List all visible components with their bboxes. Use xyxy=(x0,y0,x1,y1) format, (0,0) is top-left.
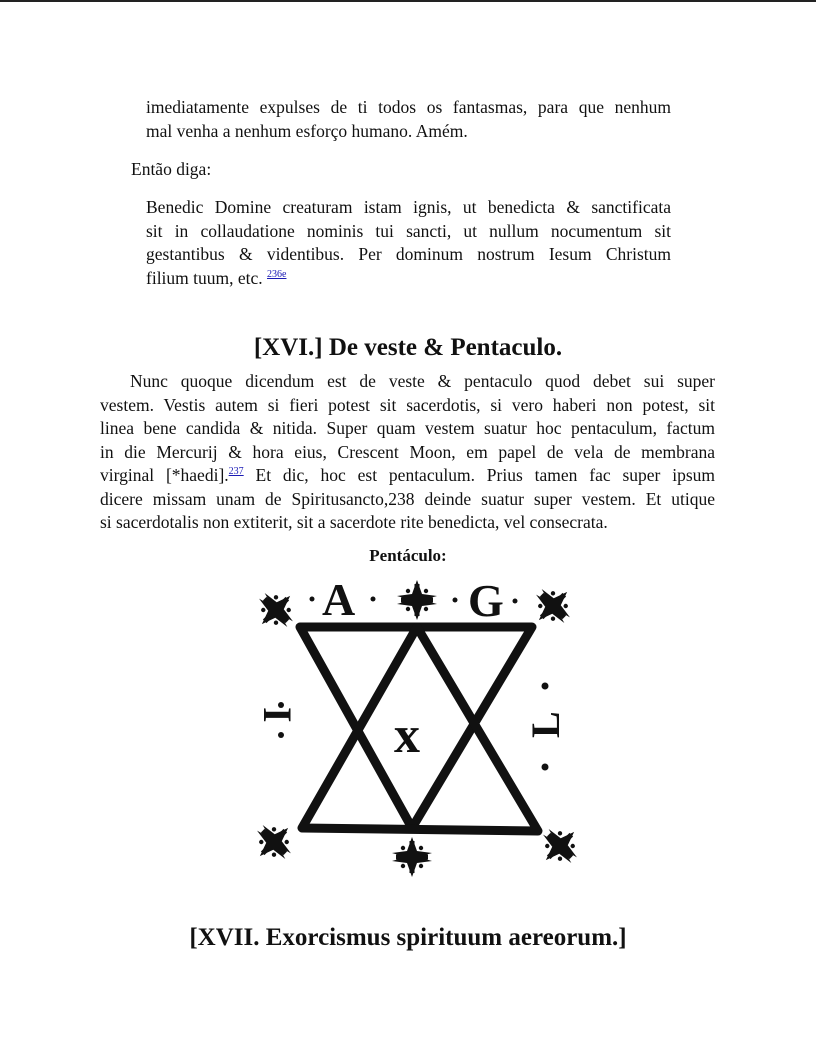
section-heading-xvi: [XVI.] De veste & Pentaculo. xyxy=(253,334,563,361)
quote-line: sit in collaudatione nominis tui sancti, ut nullum nocumentum sit xyxy=(146,220,671,241)
quote-last-text: filium tuum, etc. xyxy=(146,267,263,288)
letter-i: I xyxy=(255,707,300,723)
section-heading-xvii: [XVII. Exorcismus spirituum aereorum.] xyxy=(189,924,627,951)
footnote-link-236[interactable]: 236e xyxy=(267,268,287,280)
body-line xyxy=(100,464,715,488)
hexagram-seal-icon xyxy=(240,570,600,890)
quote-line: mal venha a nenhum esforço humano. Amém. xyxy=(146,120,468,141)
quote-paragraph-2 xyxy=(146,196,671,290)
quote-line: gestantibus & videntibus. Per dominum nostrum Iesum Christum xyxy=(146,244,671,264)
body-line: in die Mercurij & hora eius, Crescent Moon, em papel de vela de membrana xyxy=(100,441,715,462)
body-line: vestem. Vestis autem si fieri potest sit sacerdotis, si vero haberi non potest, sit xyxy=(100,394,715,415)
body-text: virginal [*haedi]. xyxy=(100,465,229,485)
letter-g: G xyxy=(468,575,504,626)
letter-l: L xyxy=(523,711,568,738)
quote-paragraph-1 xyxy=(146,96,671,143)
quote-line xyxy=(146,267,671,291)
letter-a: A xyxy=(322,574,356,625)
body-line: dicere missam unam de Spiritusancto,238 deinde suatur super vestem. Et utique xyxy=(100,488,715,509)
section-xvi-paragraph xyxy=(100,370,715,535)
intro-text: Então diga: xyxy=(131,159,212,179)
body-line: si sacerdotalis non extiterit, sit a sacerdote rite benedicta, vel consecrata. xyxy=(100,512,608,532)
body-line: Nunc quoque dicendum est de veste & pentaculo quod debet sui super xyxy=(130,371,715,391)
quote-line: imediatamente expulses de ti todos os fantasmas, para que nenhum xyxy=(146,97,671,117)
footnote-link-237[interactable]: 237 xyxy=(228,466,244,478)
pentacle-figure xyxy=(240,570,600,890)
body-line: linea bene candida & nitida. Super quam vestem suatur hoc pentaculum, factum xyxy=(100,418,715,438)
body-text: Et dic, hoc est pentaculum. Prius tamen fac super ipsum xyxy=(243,465,715,485)
top-rule xyxy=(0,0,816,2)
figure-caption: Pentáculo: xyxy=(369,546,447,565)
quote-line: Benedic Domine creaturam istam ignis, ut benedicta & sanctificata xyxy=(146,197,671,217)
letter-x: x xyxy=(394,707,420,764)
